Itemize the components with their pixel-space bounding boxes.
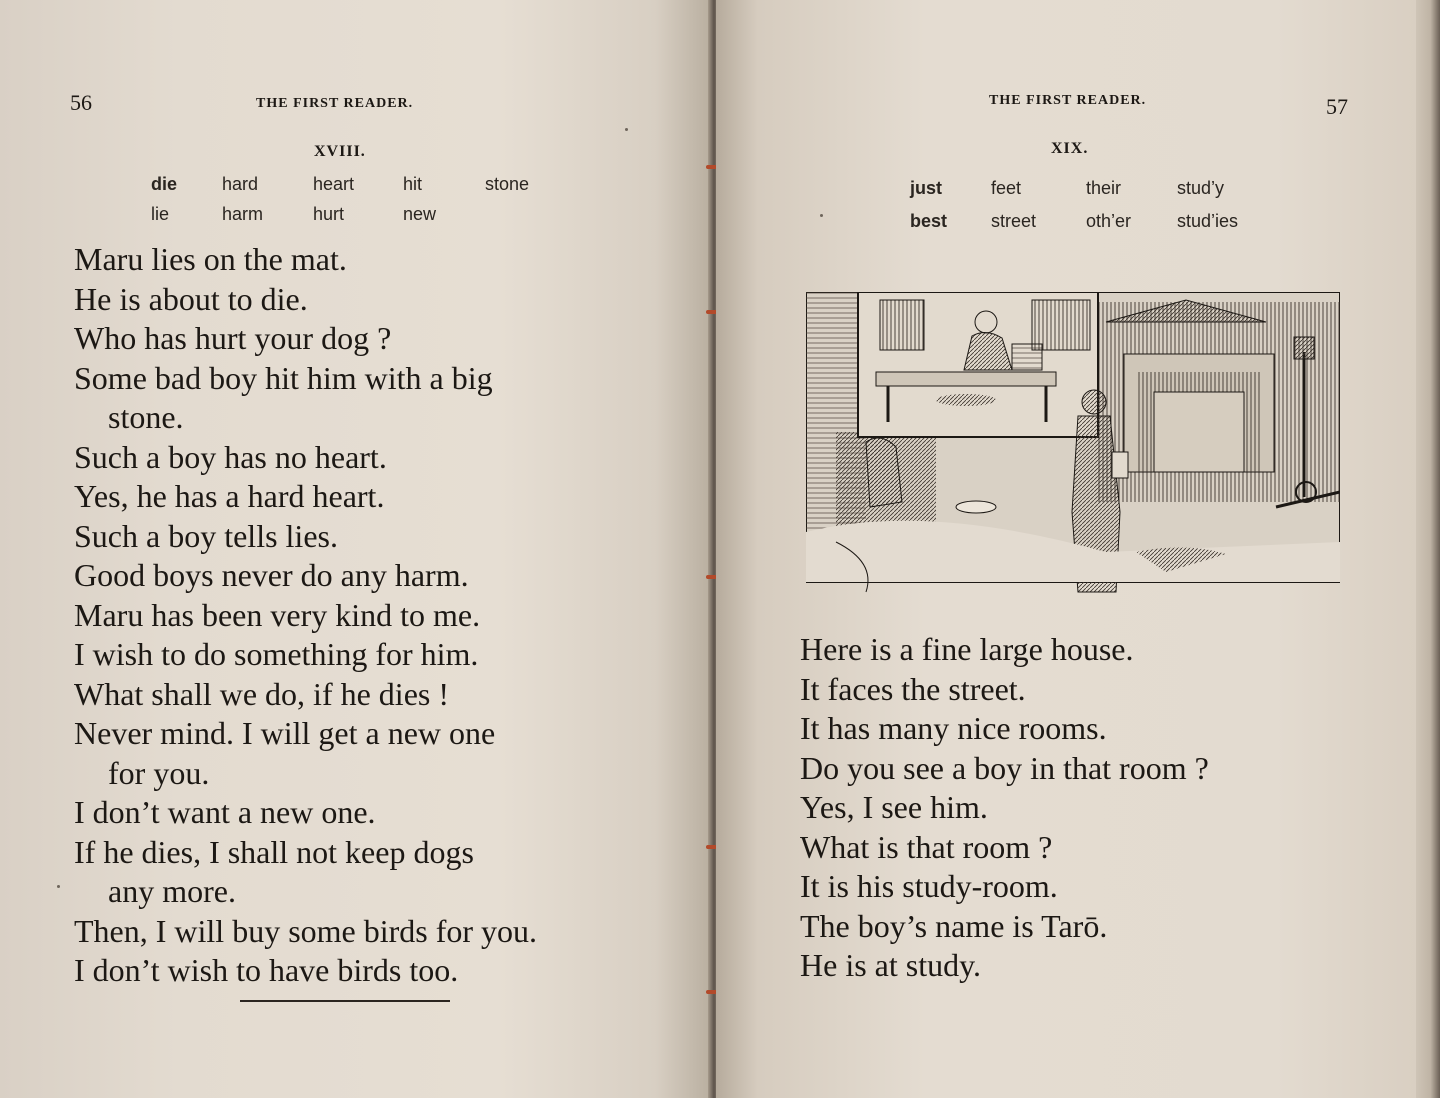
vocab-word: harm xyxy=(222,204,264,224)
text-line: Then, I will buy some birds for you. xyxy=(74,912,538,949)
text-line: I don’t want a new one. xyxy=(74,794,376,830)
text-line: He is at study. xyxy=(800,947,982,983)
text-line: for you. xyxy=(108,754,210,791)
text-line: It is his study-room. xyxy=(800,868,1058,904)
vocab-word: stone xyxy=(485,174,530,194)
running-head-left: THE FIRST READER. xyxy=(256,96,414,111)
text-line: I wish to do something for him. xyxy=(74,636,479,672)
text-line: If he dies, I shall not keep dogs xyxy=(74,833,474,870)
left-page xyxy=(0,0,712,1098)
text-line: Here is a fine large house. xyxy=(800,631,1134,667)
text-line: Such a boy has no heart. xyxy=(74,438,387,475)
text-line: Maru lies on the mat. xyxy=(74,241,347,277)
vocab-word: feet xyxy=(991,178,1022,198)
lesson-number-right: XIX. xyxy=(1051,140,1089,157)
vocab-word: stud’ies xyxy=(1177,211,1239,231)
page-number-left: 56 xyxy=(70,90,92,115)
text-line: stone. xyxy=(108,399,184,435)
text-line: Maru has been very kind to me. xyxy=(74,596,481,633)
vocab-word: lie xyxy=(151,204,170,224)
vocab-word: heart xyxy=(313,174,355,194)
vocab-word: oth’er xyxy=(1086,211,1132,231)
text-line: The boy’s name is Tarō. xyxy=(800,907,1108,944)
text-line: any more. xyxy=(108,873,236,909)
page-number-right: 57 xyxy=(1326,94,1348,119)
page-edge xyxy=(1416,0,1440,1098)
vocab-word: die xyxy=(151,174,178,194)
text-line: Such a boy tells lies. xyxy=(74,517,338,554)
vocab-word: hit xyxy=(403,174,423,194)
text-line: It has many nice rooms. xyxy=(800,710,1107,746)
text-line: What is that room ? xyxy=(800,828,1053,865)
lesson-text-right xyxy=(800,630,1209,986)
text-line: Do you see a boy in that room ? xyxy=(800,749,1209,786)
paper-speck xyxy=(625,128,628,131)
text-line: I don’t wish to have birds too. xyxy=(74,952,459,988)
text-line: It faces the street. xyxy=(800,670,1026,707)
text-line: What shall we do, if he dies ! xyxy=(74,675,449,712)
paper-speck xyxy=(57,885,60,888)
text-line: Good boys never do any harm. xyxy=(74,557,469,593)
text-line: Never mind. I will get a new one xyxy=(74,715,496,751)
vocab-word: best xyxy=(910,211,948,231)
paper-speck xyxy=(820,214,823,217)
end-rule xyxy=(240,1000,450,1002)
vocab-word: just xyxy=(910,178,943,198)
text-line: He is about to die. xyxy=(74,280,308,317)
lesson-number-left: XVIII. xyxy=(314,143,366,160)
vocab-word: their xyxy=(1086,178,1122,198)
vocab-word: hard xyxy=(222,174,259,194)
vocab-word: new xyxy=(403,204,437,224)
vocab-word: stud’y xyxy=(1177,178,1225,198)
text-line: Yes, he has a hard heart. xyxy=(74,478,385,514)
lesson-text-left xyxy=(74,240,537,991)
text-line: Some bad boy hit him with a big xyxy=(74,359,493,396)
text-line: Yes, I see him. xyxy=(800,789,988,825)
vocab-word: hurt xyxy=(313,204,345,224)
house-illustration xyxy=(806,292,1340,612)
running-head-right: THE FIRST READER. xyxy=(989,93,1147,108)
vocab-word: street xyxy=(991,211,1037,231)
text-line: Who has hurt your dog ? xyxy=(74,320,392,356)
